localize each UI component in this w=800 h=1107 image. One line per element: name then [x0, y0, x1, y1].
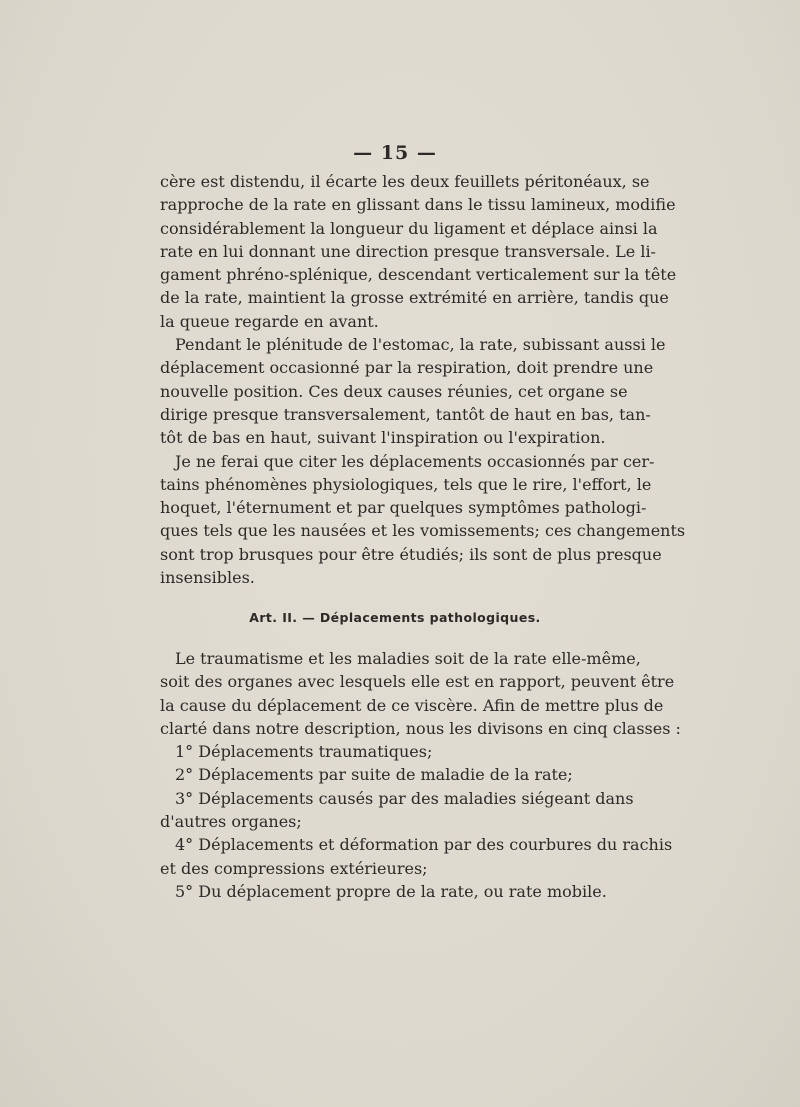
text-line: Pendant le plénitude de l'estomac, la rate, subissant aussi le: [175, 335, 666, 355]
text-line: gament phréno-splénique, descendant verticalement sur la tête: [160, 265, 677, 285]
text-line: clarté dans notre description, nous les divisons en cinq classes :: [160, 718, 681, 738]
list-item: 2° Déplacements par suite de maladie de la rate;: [175, 765, 573, 785]
text-line: Le traumatisme et les maladies soit de la rate elle-même,: [175, 649, 641, 668]
list-item: 1° Déplacements traumatiques;: [175, 742, 433, 762]
text-line: tains phénomènes physiologiques, tels que le rire, l'effort, le: [160, 474, 652, 494]
text-line: Je ne ferai que citer les déplacements occasionnés par cer-: [175, 451, 655, 471]
text-line: sont trop brusques pour être étudiés; ils sont de plus presque: [160, 544, 662, 564]
paragraph: [160, 170, 677, 333]
text-line: ques tels que les nausées et les vomissements; ces changements: [160, 521, 686, 541]
text-line: déplacement occasionné par la respiration, doit prendre une: [160, 358, 654, 378]
list-item: 4° Déplacements et déformation par des courbures du rachis: [175, 835, 673, 855]
page-number: — 15 —: [353, 142, 437, 164]
text-line: soit des organes avec lesquels elle est en rapport, peuvent être: [160, 672, 675, 692]
list-item: 3° Déplacements causés par des maladies siégeant dans: [175, 788, 634, 808]
text-block-upper: [160, 170, 686, 589]
text-line: considérablement la longueur du ligament et déplace ainsi la: [160, 218, 658, 238]
text-line: hoquet, l'éternument et par quelques symptômes pathologi-: [160, 498, 647, 518]
text-line: rapproche de la rate en glissant dans le tissu lamineux, modifie: [160, 195, 676, 215]
list-item: d'autres organes;: [160, 812, 302, 832]
text-line: la cause du déplacement de ce viscère. Afin de mettre plus de: [160, 695, 664, 715]
classification-list: [160, 740, 673, 903]
list-item: 5° Du déplacement propre de la rate, ou rate mobile.: [175, 881, 607, 901]
text-block-lower: [160, 647, 681, 903]
paragraph: [160, 450, 686, 590]
text-line: rate en lui donnant une direction presque transversale. Le li-: [160, 241, 656, 261]
text-line: dirige presque transversalement, tantôt de haut en bas, tan-: [160, 404, 651, 424]
text-line: nouvelle position. Ces deux causes réunies, cet organe se: [160, 381, 628, 401]
section-heading: Art. II. — Déplacements pathologiques.: [249, 610, 541, 625]
list-item: et des compressions extérieures;: [160, 858, 428, 878]
text-line: la queue regarde en avant.: [160, 311, 379, 331]
text-line: insensibles.: [160, 568, 255, 588]
paragraph: [160, 333, 666, 449]
paragraph: [160, 647, 681, 740]
text-line: tôt de bas en haut, suivant l'inspiration ou l'expiration.: [160, 428, 606, 448]
text-line: de la rate, maintient la grosse extrémité en arrière, tandis que: [160, 288, 669, 308]
text-line: cère est distendu, il écarte les deux feuillets péritonéaux, se: [160, 172, 650, 191]
